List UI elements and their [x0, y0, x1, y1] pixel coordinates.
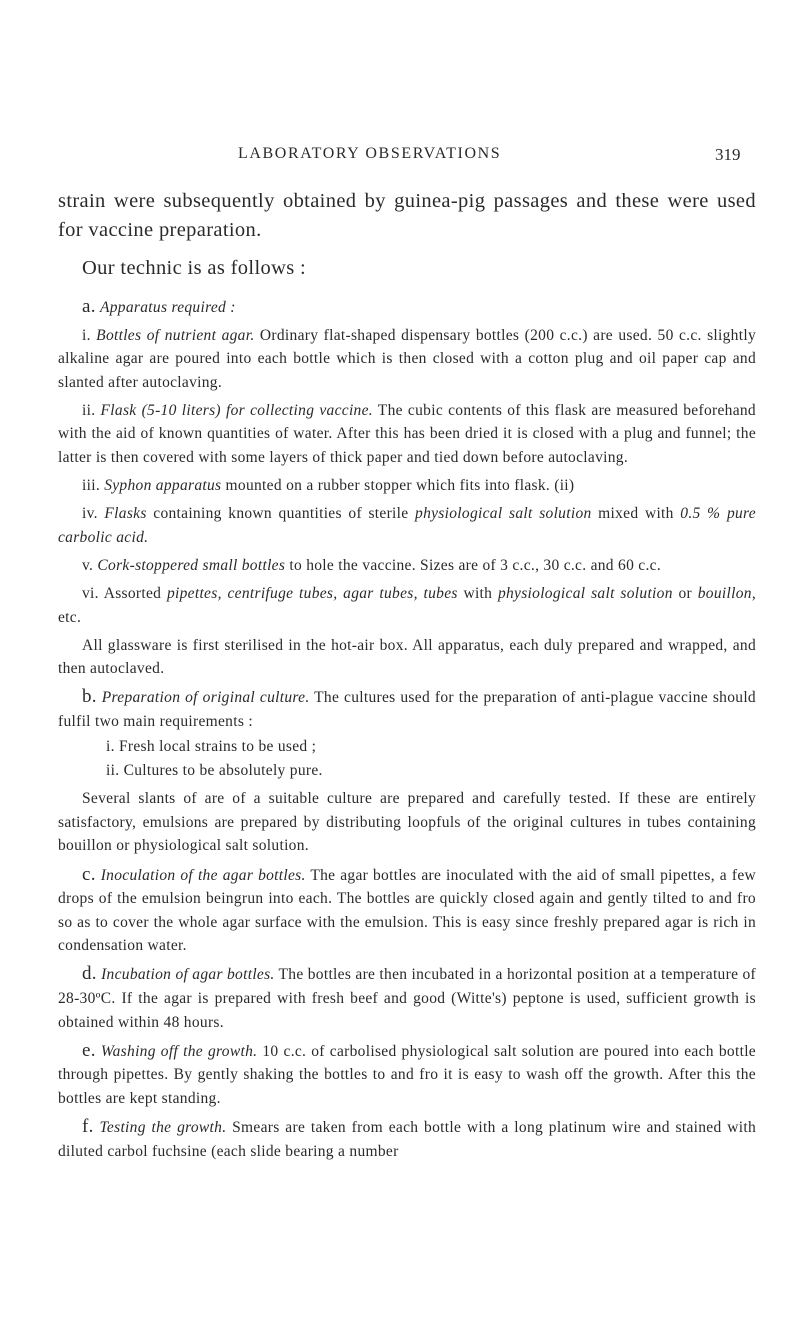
- item-text-0: Assorted: [98, 585, 167, 603]
- item-number: ii.: [82, 401, 96, 419]
- section-text: Smears are taken from each bottle with a long platinum wire and stained with diluted carbol fuchsine (each slide bearing a number: [58, 1119, 757, 1160]
- item-text-3: etc.: [58, 608, 82, 626]
- page-number: 319: [715, 145, 741, 164]
- section-text: 10 c.c. of carbolised physiological salt solution are poured into each bottle through pipettes. By gently shaking the bottles to and fro it is easy to wash off the growth. After this the bottles are kept standing.: [58, 1042, 756, 1107]
- section-title: Inoculation of the agar bottles.: [100, 866, 306, 884]
- apparatus-item: [58, 474, 756, 498]
- section-title: Preparation of original culture.: [101, 689, 310, 707]
- section-c-paragraph: [58, 863, 756, 958]
- section-text: The bottles are then incubated in a horizontal position at a temperature of 28-30ºC. If the agar is prepared with fresh beef and good (Witte's) peptone is used, sufficient growth is obtained within 48 hours.: [58, 966, 756, 1031]
- technic-intro: Our technic is as follows :: [82, 257, 307, 279]
- section-text: The agar bottles are inoculated with the aid of small pipettes, a few drops of the emulsion beingrun into each. The bottles are quickly closed again and gently tilted to and fro so as to cover the whole agar surface with the emulsion. This is easy since freshly prepared agar is rich in condensation water.: [58, 866, 756, 955]
- item-text: Ordinary flat-shaped dispensary bottles (200 c.c.) are used. 50 c.c. slightly alkaline agar are poured into each bottle which is then closed with a cotton plug and oil paper cap and slanted after autoclaving.: [58, 326, 756, 391]
- item-title-3: 0.5 % pure carbolic acid.: [58, 505, 756, 546]
- item-title: pipettes, centrifuge tubes, agar tubes, tubes: [166, 585, 458, 603]
- item-number: vi.: [82, 585, 99, 603]
- section-title: Testing the growth.: [99, 1119, 227, 1136]
- item-text: mounted on a rubber stopper which fits into flask. (ii): [221, 477, 575, 495]
- section-d-paragraph: [58, 962, 756, 1034]
- intro-paragraph: strain were subsequently obtained by guinea-pig passages and these were used for vaccine preparation.: [58, 190, 756, 241]
- running-title: LABORATORY OBSERVATIONS: [238, 145, 502, 162]
- item-title: Bottles of nutrient agar.: [96, 326, 255, 344]
- item-text-2: mixed with: [591, 505, 681, 523]
- section-a-heading: [58, 295, 756, 320]
- page-header: [0, 145, 800, 167]
- item-title: Cork-stoppered small bottles: [97, 556, 286, 574]
- section-label: c.: [82, 863, 96, 885]
- apparatus-item: [58, 582, 756, 629]
- item-title-3: bouillon,: [697, 585, 756, 603]
- section-label: a.: [82, 295, 96, 317]
- section-title: Incubation of agar bottles.: [101, 966, 275, 984]
- section-text: The cultures used for the preparation of anti-plague vaccine should fulfil two main requirements :: [58, 689, 756, 730]
- glassware-paragraph: All glassware is first sterilised in the hot-air box. All apparatus, each duly prepared and wrapped, and then autoclaved.: [58, 636, 756, 678]
- apparatus-item: [58, 502, 756, 549]
- requirement-item: ii. Cultures to be absolutely pure.: [106, 762, 323, 780]
- item-text: containing known quantities of sterile: [146, 505, 416, 523]
- item-number: iv.: [82, 505, 98, 523]
- section-label: e.: [82, 1039, 96, 1061]
- item-number: iii.: [82, 477, 100, 495]
- section-f-paragraph: [58, 1115, 756, 1163]
- slants-paragraph: Several slants of are of a suitable culture are prepared and carefully tested. If these are entirely satisfactory, emulsions are prepared by distributing loopfuls of the original cultures in tubes containing bouillon or physiological salt solution.: [58, 790, 756, 855]
- item-text: with: [457, 585, 498, 603]
- item-number: i.: [82, 326, 91, 344]
- item-text: to hole the vaccine. Sizes are of 3 c.c., 30 c.c. and 60 c.c.: [285, 556, 662, 574]
- item-text-2: or: [672, 585, 698, 603]
- apparatus-item: [58, 554, 756, 578]
- item-title-2: physiological salt solution: [415, 505, 592, 523]
- section-title: Apparatus required :: [99, 298, 236, 316]
- item-title-2: physiological salt solution: [497, 585, 673, 603]
- requirement-item: i. Fresh local strains to be used ;: [106, 737, 317, 755]
- item-text: The cubic contents of this flask are measured beforehand with the aid of known quantities of water. After this has been dried it is closed with a plug and funnel; the latter is then covered with some layers of thick paper and tied down before autoclaving.: [58, 401, 756, 467]
- apparatus-item: [58, 324, 756, 395]
- section-e-paragraph: [58, 1039, 756, 1111]
- section-label: d.: [82, 963, 97, 985]
- item-title: Flask (5-10 liters) for collecting vaccine.: [100, 401, 373, 419]
- section-label: f.: [82, 1116, 94, 1137]
- item-title: Syphon apparatus: [104, 477, 222, 495]
- apparatus-item: [58, 399, 756, 470]
- section-b-paragraph: [58, 685, 756, 733]
- item-number: v.: [82, 556, 94, 574]
- page-body: [58, 187, 756, 1163]
- section-label: b.: [82, 686, 97, 708]
- section-title: Washing off the growth.: [100, 1042, 258, 1060]
- item-title: Flasks: [104, 505, 147, 523]
